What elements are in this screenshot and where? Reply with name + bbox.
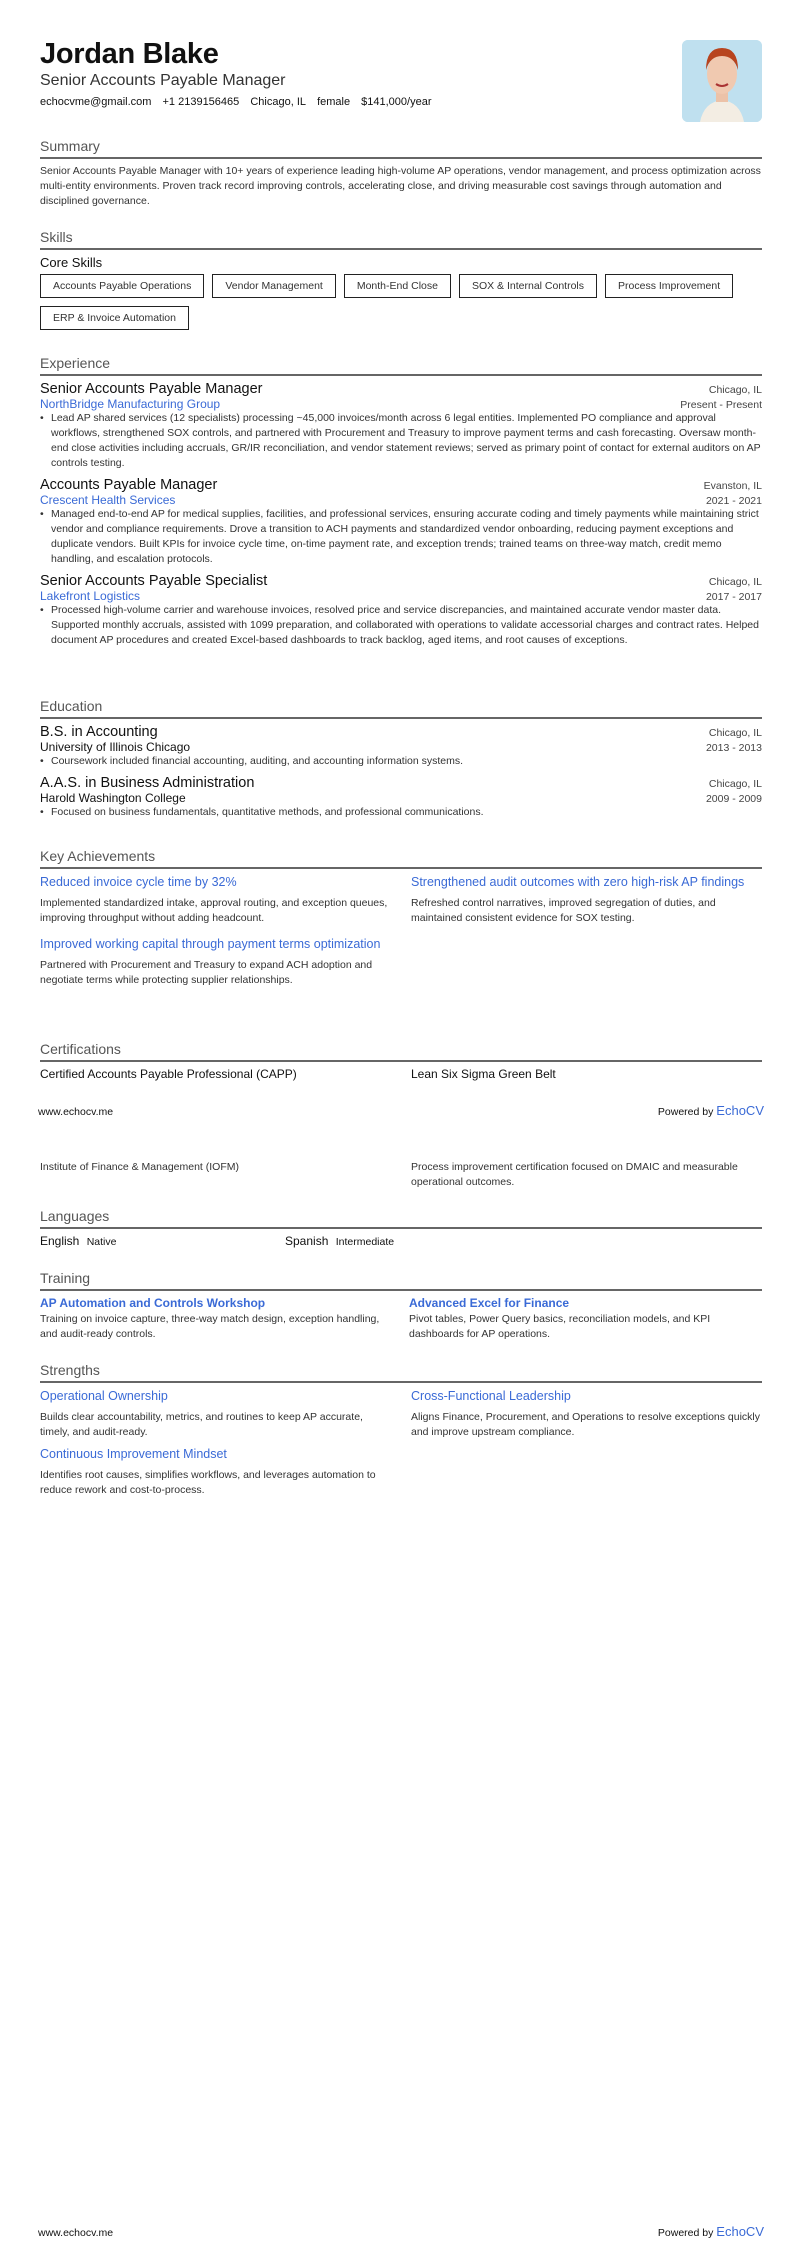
- summary-section: [40, 138, 762, 209]
- skill-chip: Vendor Management: [212, 274, 335, 298]
- salary: $141,000/year: [361, 96, 432, 108]
- achievements-section: [40, 848, 762, 988]
- footer-powered: [658, 2224, 764, 2239]
- section-heading: Training: [40, 1270, 762, 1291]
- strength-text: Identifies root causes, simplifies workflows, and leverages automation to reduce rework and cost-to-process.: [40, 1469, 376, 1496]
- job-dates: 2021 - 2021: [705, 495, 762, 507]
- strength-item: [411, 1388, 762, 1440]
- job-dates: 2017 - 2017: [705, 591, 762, 603]
- edu-dates: 2009 - 2009: [705, 793, 762, 805]
- job-title: Senior Accounts Payable Manager: [40, 381, 263, 397]
- skill-chip: Month-End Close: [344, 274, 451, 298]
- education-entry: [40, 775, 762, 820]
- training-item: [409, 1296, 762, 1342]
- strength-item: [40, 1446, 391, 1498]
- strength-title: Operational Ownership: [40, 1389, 168, 1403]
- edu-bullet: • Coursework included financial accounting, auditing, and accounting information systems.: [40, 754, 762, 769]
- job-location: Evanston, IL: [703, 480, 762, 492]
- school: University of Illinois Chicago: [40, 740, 191, 754]
- section-heading: Strengths: [40, 1362, 762, 1383]
- job-bullet: • Lead AP shared services (12 specialists) processing ~45,000 invoices/month across 6 legal entities. Implemented PO compliance and approval workflows, strengthened SOX controls, and partnered with Procurement and Treasury to improve payment terms and cash forecasting. Oversaw month-end close activities including accruals, GR/IR reconciliation, and vendor statement reviews; served as primary point of contact for external auditors on AP controls testing.: [40, 411, 762, 471]
- skill-chip: Accounts Payable Operations: [40, 274, 204, 298]
- company: Lakefront Logistics: [40, 589, 141, 603]
- certification-name: Certified Accounts Payable Professional (CAPP): [40, 1067, 297, 1081]
- job-location: Chicago, IL: [708, 384, 762, 396]
- skill-chip: SOX & Internal Controls: [459, 274, 597, 298]
- strength-title: Cross-Functional Leadership: [411, 1389, 571, 1403]
- powered-by-label: Powered by: [657, 2227, 714, 2239]
- skill-chip: ERP & Invoice Automation: [40, 306, 189, 330]
- education-section: [40, 698, 762, 820]
- footer-powered: [658, 1103, 764, 1118]
- training-item: [40, 1296, 393, 1342]
- section-heading: Key Achievements: [40, 848, 762, 869]
- section-heading: Summary: [40, 138, 762, 159]
- achievement-title: Strengthened audit outcomes with zero high-risk AP findings: [411, 875, 745, 889]
- job-title: Accounts Payable Manager: [40, 477, 218, 493]
- strength-text: Aligns Finance, Procurement, and Operations to resolve exceptions quickly and improve upstream compliance.: [411, 1411, 761, 1438]
- section-heading: Education: [40, 698, 762, 719]
- training-title: AP Automation and Controls Workshop: [40, 1296, 266, 1310]
- certification-detail: Process improvement certification focused on DMAIC and measurable operational outcomes.: [411, 1161, 738, 1188]
- gender: female: [317, 96, 351, 108]
- section-heading: Languages: [40, 1208, 762, 1229]
- footer-site-link[interactable]: www.echocv.me: [38, 2227, 114, 2239]
- skills-section: [40, 229, 762, 330]
- section-heading: Experience: [40, 355, 762, 376]
- achievement-title: Reduced invoice cycle time by 32%: [40, 875, 237, 889]
- language-level: Native: [86, 1236, 117, 1248]
- edu-location: Chicago, IL: [708, 778, 762, 790]
- edu-bullet: • Focused on business fundamentals, quantitative methods, and professional communications.: [40, 805, 762, 820]
- training-text: Training on invoice capture, three-way match design, exception handling, and audit-ready controls.: [40, 1313, 380, 1340]
- edu-location: Chicago, IL: [708, 727, 762, 739]
- languages-section: [40, 1208, 762, 1248]
- brand-logo: EchoCV: [716, 1103, 764, 1118]
- job-bullet: • Processed high-volume carrier and warehouse invoices, resolved price and service discrepancies, and maintained accurate vendor master data. Supported monthly accruals, assisted with 1099 preparation, and collaborated with operations to validate accessorial charges and contract rates. Helped document AP procedures and created Excel-based dashboards to track backlog, aged items, and root causes of exceptions.: [40, 603, 762, 648]
- page-footer: [38, 1103, 764, 1118]
- language-level: Intermediate: [335, 1236, 395, 1248]
- section-heading: Certifications: [40, 1041, 762, 1062]
- job-dates: Present - Present: [680, 399, 762, 411]
- training-text: Pivot tables, Power Query basics, reconciliation models, and KPI dashboards for AP operations.: [409, 1313, 711, 1340]
- certifications-section: [40, 1041, 762, 1081]
- contact-line: [40, 96, 440, 108]
- powered-by-label: Powered by: [657, 1106, 714, 1118]
- summary-text: Senior Accounts Payable Manager with 10+ years of experience leading high-volume AP operations, vendor management, and process optimization across multi-entity environments. Proven track record improving controls, accelerating close, and driving measurable cost savings through automation and disciplined governance.: [40, 165, 761, 207]
- achievement-text: Partnered with Procurement and Treasury to expand ACH adoption and negotiate terms while protecting supplier relationships.: [40, 959, 373, 986]
- degree: B.S. in Accounting: [40, 724, 158, 740]
- location: Chicago, IL: [250, 96, 306, 108]
- achievement: [411, 874, 762, 926]
- page-footer: [38, 2224, 764, 2239]
- training-title: Advanced Excel for Finance: [409, 1296, 570, 1310]
- phone: +1 2139156465: [162, 96, 240, 108]
- skill-chip: Process Improvement: [605, 274, 733, 298]
- section-heading: Skills: [40, 229, 762, 250]
- experience-section: [40, 355, 762, 648]
- footer-site-link[interactable]: www.echocv.me: [38, 1106, 114, 1118]
- edu-dates: 2013 - 2013: [705, 742, 762, 754]
- achievement: [40, 936, 391, 988]
- strength-text: Builds clear accountability, metrics, and routines to keep AP accurate, timely, and audit-ready.: [40, 1411, 363, 1438]
- job-bullet: • Managed end-to-end AP for medical supplies, facilities, and professional services, ensuring accurate coding and timely payments while maintaining strict vendor and compliance requirements. Drove a transition to ACH payments and standardized vendor onboarding, reducing payment exceptions and duplicate vendors. Built KPIs for invoice cycle time, on-time payment rate, and exception trends; trained teams on three-way match, credit memo handling, and escalation protocols.: [40, 507, 762, 567]
- candidate-name: Jordan Blake: [40, 38, 219, 70]
- candidate-title: Senior Accounts Payable Manager: [40, 72, 286, 89]
- job-title: Senior Accounts Payable Specialist: [40, 573, 268, 589]
- language-name: English: [40, 1234, 80, 1248]
- job-entry: [40, 573, 762, 648]
- certification-issuer: Institute of Finance & Management (IOFM): [40, 1161, 239, 1173]
- certification-name: Lean Six Sigma Green Belt: [411, 1067, 556, 1081]
- job-entry: [40, 381, 762, 471]
- profile-photo: [682, 40, 762, 122]
- email: echocvme@gmail.com: [40, 96, 152, 108]
- job-entry: [40, 477, 762, 567]
- strength-item: [40, 1388, 391, 1440]
- strengths-section: [40, 1362, 762, 1498]
- achievement-text: Implemented standardized intake, approval routing, and exception queues, improving throughput without adding headcount.: [40, 897, 388, 924]
- job-location: Chicago, IL: [708, 576, 762, 588]
- school: Harold Washington College: [40, 791, 186, 805]
- education-entry: [40, 724, 762, 769]
- achievement-text: Refreshed control narratives, improved segregation of duties, and maintained consistent evidence for SOX testing.: [411, 897, 716, 924]
- language-name: Spanish: [285, 1234, 329, 1248]
- brand-logo: EchoCV: [716, 2224, 764, 2239]
- achievement: [40, 874, 391, 926]
- certifications-continued: [40, 1160, 762, 1190]
- company: Crescent Health Services: [40, 493, 176, 507]
- training-section: [40, 1270, 762, 1342]
- achievement-title: Improved working capital through payment terms optimization: [40, 937, 381, 951]
- degree: A.A.S. in Business Administration: [40, 775, 255, 791]
- strength-title: Continuous Improvement Mindset: [40, 1447, 227, 1461]
- company: NorthBridge Manufacturing Group: [40, 397, 221, 411]
- skill-group-title: Core Skills: [40, 255, 103, 270]
